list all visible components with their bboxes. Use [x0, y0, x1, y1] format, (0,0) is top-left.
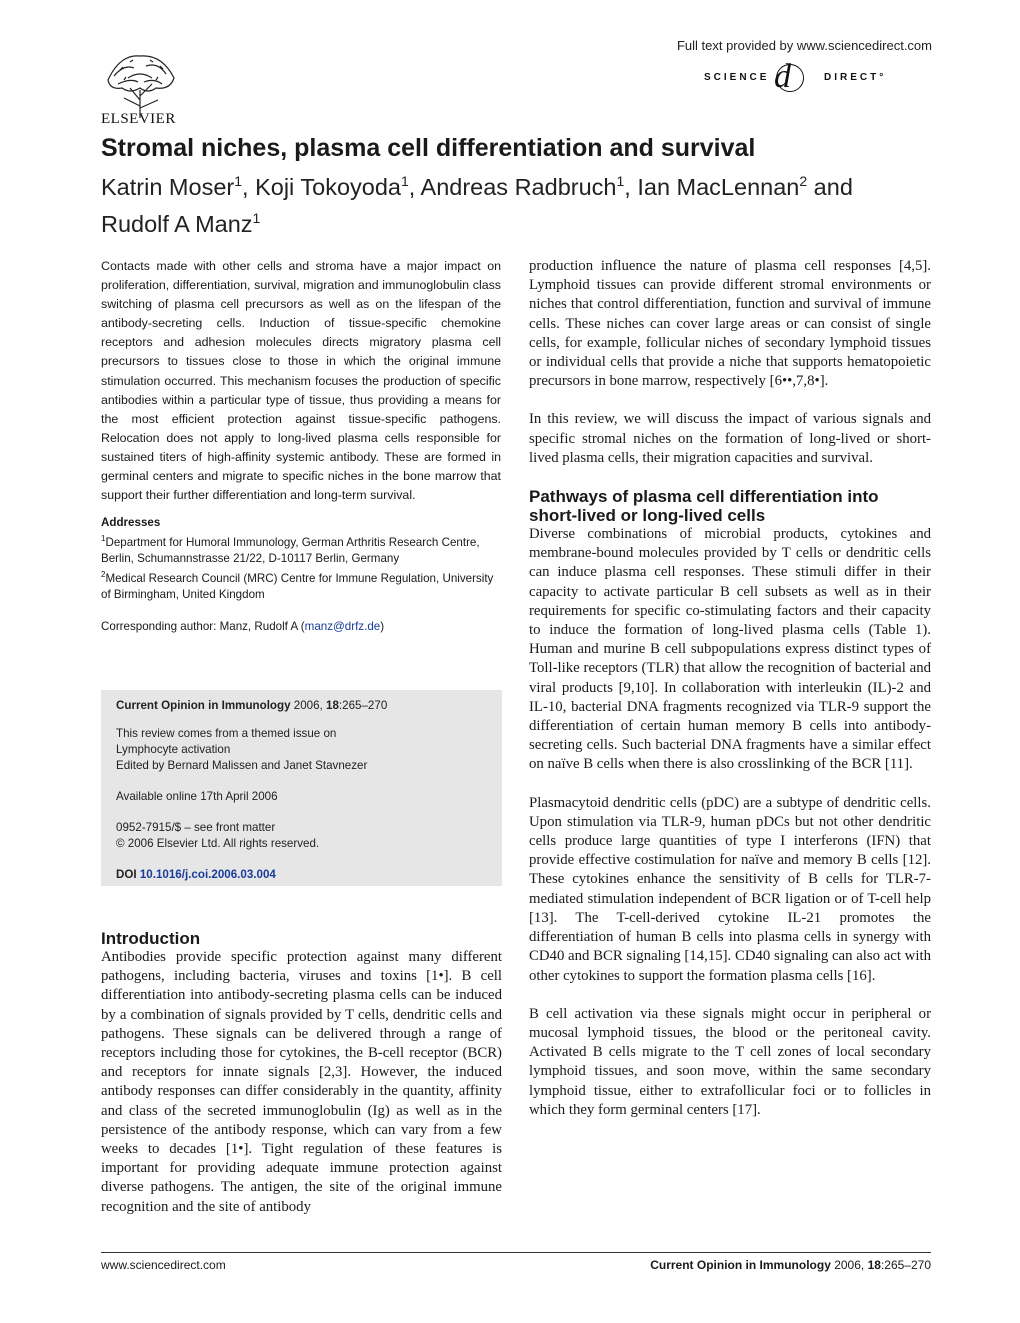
footer-citation [650, 1258, 931, 1272]
right-column [529, 257, 931, 1120]
address-number: 1 [101, 534, 106, 544]
author-name: Katrin Moser [101, 173, 235, 200]
doi-link[interactable]: 10.1016/j.coi.2006.03.004 [139, 868, 276, 881]
corresponding-label: Corresponding author: Manz, Rudolf A ( [101, 619, 305, 633]
introduction-heading: Introduction [101, 929, 201, 948]
footer-volume: 18 [867, 1258, 881, 1272]
author-separator: , [624, 173, 638, 200]
journal-pages: :265–270 [338, 699, 388, 712]
author-list [101, 166, 941, 240]
footer-pages: :265–270 [880, 1258, 931, 1272]
issn: 0952-7915/$ – see front matter [116, 821, 276, 834]
para-continuation: production influence the nature of plasma cell responses [4,5]. Lymphoid tissues can provide different stromal environments or niches that control differentiation, function and survival of immune cells. These niches can cover large areas or can consist of single cells, for example, follicular niches of secondary lymphoid tissues or individual cells that provide a niche that supports hematopoietic precursors in bone marrow, respectively [6••,7,8•]. [529, 258, 931, 390]
journal-volume: 18 [326, 699, 339, 712]
issue-editors: Edited by Bernard Malissen and Janet Stavnezer [116, 759, 368, 772]
sd-logo-direct: DIRECT° [824, 72, 887, 83]
address-list [101, 531, 501, 603]
available-online: Available online 17th April 2006 [116, 790, 278, 803]
address-number: 2 [101, 570, 106, 580]
sciencedirect-logo[interactable] [704, 60, 904, 100]
author-affiliation: 1 [616, 173, 625, 189]
author-affiliation: 1 [400, 173, 409, 189]
addresses-heading: Addresses [101, 516, 161, 530]
footer-url[interactable]: www.sciencedirect.com [101, 1258, 226, 1272]
author-separator: , [242, 173, 256, 200]
publisher-wordmark: ELSEVIER [101, 111, 176, 127]
fulltext-notice[interactable]: Full text provided by www.sciencedirect.com [676, 38, 932, 53]
introduction-text: Antibodies provide specific protection against many different pathogens, including bacteria, viruses and toxins [1•]. B cell differentiation into antibody-secreting plasma cells can be induced by a combination of signals provided by T cells, dendritic cells and pathogens. These signals can be delivered through a range of receptors including those for cytokines, the B-cell receptor (BCR) and receptors for innate signals [2,3]. However, the induced antibody responses can differ considerably in the quantity, affinity and class of the secreted immunoglobulin (Ig) as well as in the persistence of the antibody response, which can vary from a few weeks to decades [1•]. Tight regulation of these features is important for providing adequate immune protection against diverse pathogens. The antigen, the site of the original immune recognition and the site of antibody [101, 949, 502, 1215]
article-info-box [101, 690, 502, 886]
para-activation: B cell activation via these signals might occur in peripheral or mucosal lymphoid tissues, the blood or the peritoneal cavity. Activated B cells migrate to the T cell zones of local secondary lymphoid tissues, and soon move, within the same secondary lymphoid tissue, either to extrafollicular foci or to follicles in which they form germinal centers [17]. [529, 1005, 931, 1118]
sd-logo-mark: d [774, 58, 791, 95]
footer-year: 2006, [830, 1258, 868, 1272]
footer-journal: Current Opinion in Immunology [650, 1258, 831, 1272]
author-name: Ian MacLennan [637, 173, 800, 200]
para-pdc: Plasmacytoid dendritic cells (pDC) are a subtype of dendritic cells. Upon stimulation via TLR-9, human pDCs but not other dendritic cells produce large quantities of type I interferons (IFN) that provide effective costimulation for naïve and memory B cells [12]. These cytokines enhance the sensitivity of B cells for TLR-7-mediated stimulation independent of BCR ligation or of T-cell help [13]. The T-cell-derived cytokine IL-21 promotes the differentiation of human B cells into plasma cells in synergy with CD40 and BCR signaling [14,15]. CD40 signaling can also act with other cytokines to support the formation plasma cells [16]. [529, 794, 931, 984]
author-name: Andreas Radbruch [420, 173, 617, 200]
author-separator: and [807, 173, 853, 200]
journal-name: Current Opinion in Immunology [116, 699, 291, 712]
author-name: Rudolf A Manz [101, 210, 253, 237]
author-separator: , [408, 173, 421, 200]
corresponding-email[interactable]: manz@drfz.de [304, 619, 381, 633]
address-item [101, 531, 501, 567]
introduction-section [101, 929, 502, 1217]
para-stimuli: Diverse combinations of microbial products, cytokines and membrane-bound molecules provided by T cells or dendritic cells can induce plasma cell responses. These stimuli differ in their capacity to activate particular B cell subsets as well as in their requirements for specific co-stimulating factors and their capacity to induce the formation of long-lived plasma cells (Table 1). Human and murine B cell subpopulations express distinct types of Toll-like receptors (TLR) that allow the recognition of bacterial and viral products [9,10]. In collaboration with interleukin (IL)-2 and IL-10, bacterial DNA fragments recognized via TLR-9 support the differentiation of certain human memory B cells into antibody-secreting cells. Such bacterial DNA fragments have a similar effect on naïve B cells when there is also crosslinking of the BCR [11]. [529, 526, 931, 773]
author-affiliation: 1 [234, 173, 243, 189]
corresponding-close: ) [380, 619, 385, 633]
author-affiliation: 1 [252, 209, 261, 226]
abstract: Contacts made with other cells and stroma have a major impact on proliferation, differentiation, survival, migration and immunoglobulin class switching of plasma cell precursors as well as on the lifespan of the antibody-secreting cells. Induction of tissue-specific chemokine receptors and adhesion molecules directs migratory plasma cell precursors to tissues close to those in which the original immune stimulation occurred. This mechanism focuses the production of specific antibodies within a particular type of tissue, thus providing a means for the most efficient protection against tissue-specific pathogens. Relocation does not apply to long-lived plasma cells responsible for sustained titers of high-affinity systemic antibody. These are formed in germinal centers and migrate to specific niches in the bone marrow that support their further differentiation and long-term survival. [101, 259, 501, 503]
issue-line-1: This review comes from a themed issue on [116, 727, 337, 740]
copyright: © 2006 Elsevier Ltd. All rights reserved. [116, 837, 320, 850]
issue-line-2: Lymphocyte activation [116, 743, 231, 756]
address-text: Department for Humoral Immunology, German Arthritis Research Centre, Berlin, Schumannstrasse 21/22, D-10117 Berlin, Germany [101, 536, 480, 566]
addresses [101, 515, 501, 635]
address-item [101, 567, 501, 603]
left-column [101, 257, 501, 635]
journal-year: 2006, [290, 699, 327, 712]
footer-divider [101, 1252, 931, 1253]
article-title: Stromal niches, plasma cell differentiation and survival [101, 134, 756, 162]
author-affiliation: 2 [799, 173, 808, 189]
address-text: Medical Research Council (MRC) Centre for Immune Regulation, University of Birmingham, United Kingdom [101, 571, 494, 601]
corresponding-author [101, 619, 501, 635]
sd-logo-science: SCIENCE [704, 72, 770, 83]
author-name: Koji Tokoyoda [255, 173, 401, 200]
section-heading-pathways: Pathways of plasma cell differentiation into short-lived or long-lived cells [529, 487, 879, 526]
para-review-scope: In this review, we will discuss the impact of various signals and specific stromal niches on the formation of long-lived or short-lived plasma cells, their migration capacities and survival. [529, 411, 931, 466]
journal-citation [116, 698, 496, 714]
doi-line [116, 867, 496, 883]
doi-label: DOI [116, 868, 140, 881]
